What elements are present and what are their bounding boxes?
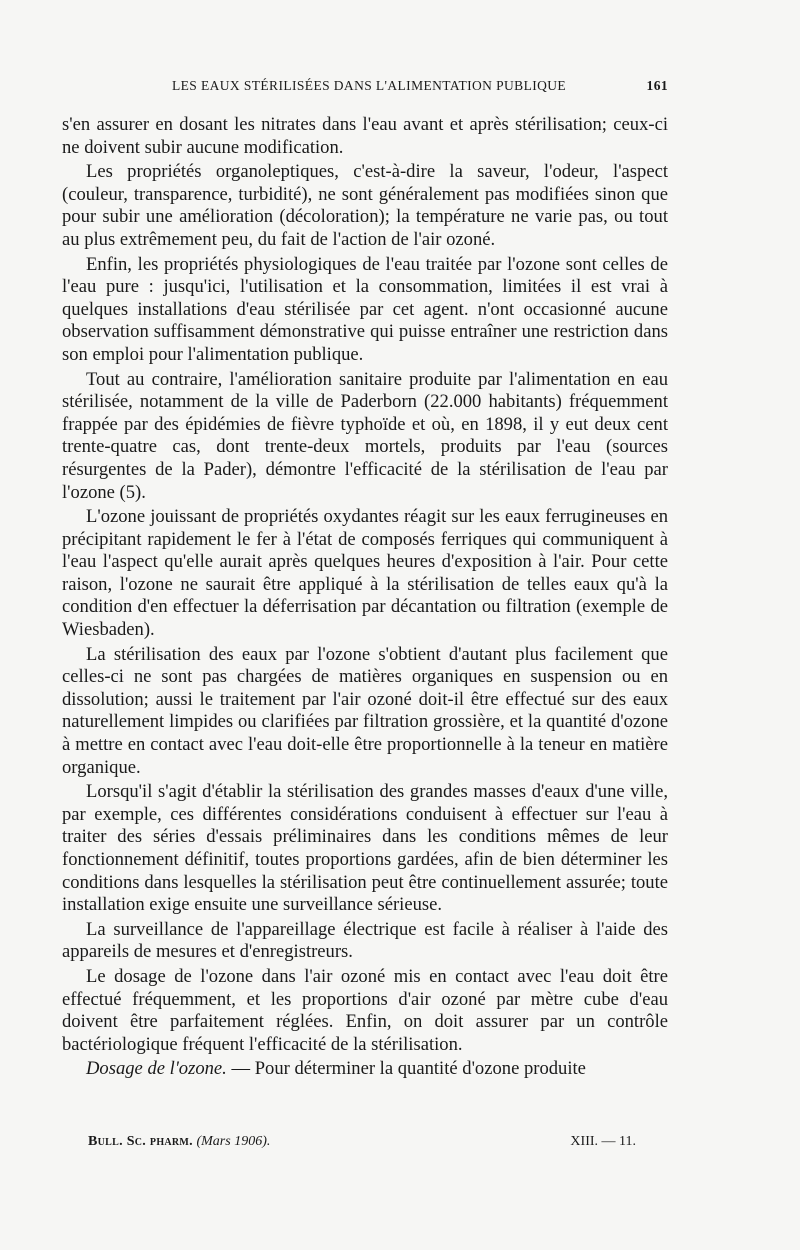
running-head (172, 78, 668, 94)
page-footer (88, 1134, 636, 1150)
footer-citation (88, 1134, 270, 1149)
running-head-title: LES EAUX STÉRILISÉES DANS L'ALIMENTATION PUBLIQUE (172, 78, 567, 93)
paragraph-9: Le dosage de l'ozone dans l'air ozoné mis en contact avec l'eau doit être effectué fréquemment, et les proportions d'air ozoné par mètre cube d'eau doivent être parfaitement réglées. Enfin, on doit assurer par un contrôle bactériologique fréquent l'efficacité de la stérilisation. (62, 965, 668, 1055)
paragraph-8: La surveillance de l'appareillage électrique est facile à réaliser à l'aide des appareils de mesures et d'enregistreurs. (62, 918, 668, 963)
body-text (62, 114, 668, 1081)
paragraph-2: Les propriétés organoleptiques, c'est-à-dire la saveur, l'odeur, l'aspect (couleur, transparence, turbidité), ne sont généralement pas modifiées sinon que pour subir une amélioration (décoloration); la température ne varie pas, ou tout au plus extrêmement peu, du fait de l'action de l'air ozoné. (62, 161, 668, 250)
paragraph-6: La stérilisation des eaux par l'ozone s'obtient d'autant plus facilement que celles-ci ne sont pas chargées de matières organiques en suspension ou en dissolution; aussi le traitement par l'air ozoné doit-il être effectué sur des eaux naturellement limpides ou clarifiées par filtration grossière, et la quantité d'ozone à mettre en contact avec l'eau doit-elle être proportionnelle à la teneur en matière organique. (62, 643, 668, 778)
paragraph-4: Tout au contraire, l'amélioration sanitaire produite par l'alimentation en eau stérilisée, notamment de la ville de Paderborn (22.000 habitants) fréquemment frappée par des épidémies de fièvre typhoïde et où, en 1898, il y eut deux cent trente-quatre cas, dont trente-deux mortels, produits par l'eau (sources résurgentes de la Pader), démontre l'efficacité de la stérilisation de l'eau par l'ozone (5). (62, 368, 668, 503)
paragraph-5: L'ozone jouissant de propriétés oxydantes réagit sur les eaux ferrugineuses en précipitant rapidement le fer à l'état de composés ferriques qui communiquent à l'eau l'aspect qu'elle aurait après quelques heures d'exposition à l'air. Pour cette raison, l'ozone ne saurait être appliqué à la stérilisation de telles eaux qu'à la condition d'en effectuer la déferrisation par décantation ou filtration (exemple de Wiesbaden). (62, 506, 668, 641)
footer-date: (Mars 1906). (196, 1134, 271, 1149)
page-number: 161 (646, 78, 668, 93)
footer-signature: XIII. — 11. (570, 1134, 636, 1149)
paragraph-10 (62, 1058, 668, 1081)
paragraph-3: Enfin, les propriétés physiologiques de l'eau traitée par l'ozone sont celles de l'eau pure : jusqu'ici, l'utilisation et la consommation, limitées il est vrai à quelques installations d'eau stérilisée par cet agent. n'ont occasionné aucune observation suffisamment démonstrative qui puisse entraîner une restriction dans son emploi pour l'alimentation publique. (62, 253, 668, 365)
footer-journal: Bull. Sc. pharm. (88, 1134, 193, 1149)
section-heading: Dosage de l'ozone. (86, 1058, 227, 1080)
paragraph-1: s'en assurer en dosant les nitrates dans l'eau avant et après stérilisation; ceux-ci ne doivent subir aucune modification. (62, 114, 668, 158)
paragraph-7: Lorsqu'il s'agit d'établir la stérilisation des grandes masses d'eaux d'une ville, par exemple, ces différentes considérations conduisent à effectuer sur l'eau à traiter des séries d'essais préliminaires dans les conditions mêmes de leur fonctionnement définitif, toutes proportions gardées, afin de bien déterminer les conditions dans lesquelles la stérilisation peut être continuellement assurée; toute installation exige ensuite une surveillance sérieuse. (62, 781, 668, 916)
section-heading-text: — Pour déterminer la quantité d'ozone produite (226, 1058, 586, 1080)
